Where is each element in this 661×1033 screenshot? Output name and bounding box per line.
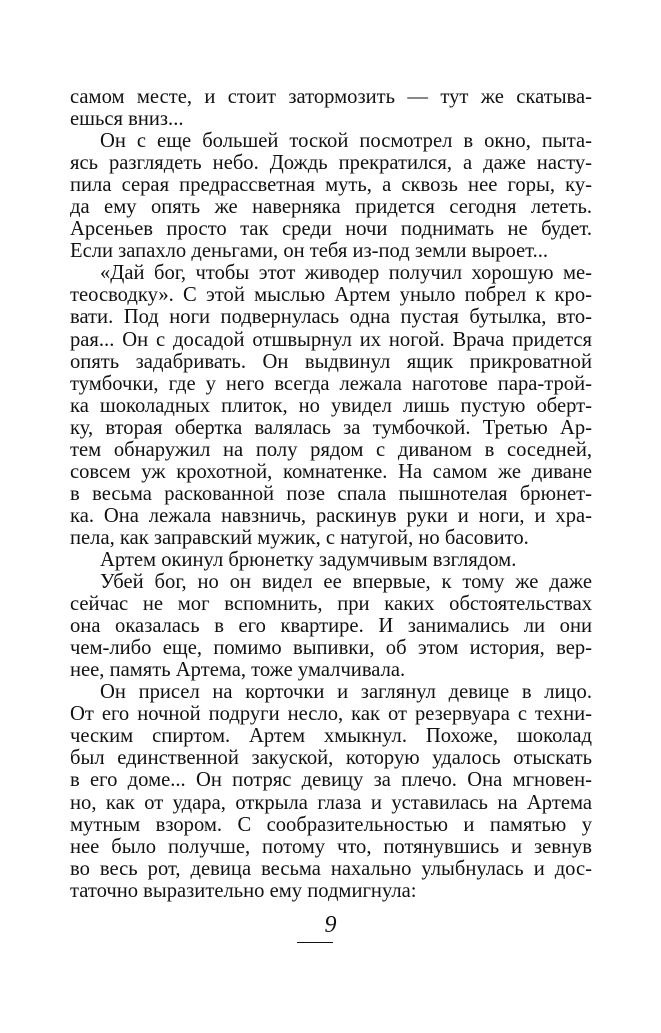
- body-text: [70, 86, 592, 902]
- text-line: но, как от удара, открыла глаза и уставилась на Артема: [70, 791, 592, 814]
- text-line: мутным взором. С сообразительностью и памятью у: [70, 813, 592, 836]
- text-line: был единственной закуской, которую удалось отыскать: [70, 747, 592, 770]
- text-line: ешься вниз...: [70, 108, 184, 131]
- text-line: вати. Под ноги подвернулась одна пустая бутылка, вто-: [70, 306, 592, 329]
- text-line: ческим спиртом. Артем хмыкнул. Похоже, шоколад: [70, 725, 592, 748]
- text-line: совсем уж крохотной, комнатенке. На самом же диване: [70, 460, 592, 483]
- text-line: рая... Он с досадой отшвырнул их ногой. Врача придется: [70, 328, 592, 351]
- paragraph: [70, 571, 592, 681]
- text-line: Артем окинул брюнетку задумчивым взглядом.: [100, 548, 517, 571]
- text-line: От его ночной подруги несло, как от резервуара с техни-: [70, 703, 592, 726]
- text-line: пила серая предрассветная муть, а сквозь нее горы, ку-: [70, 174, 592, 197]
- text-line: Он присел на корточки и заглянул девице в лицо.: [100, 681, 592, 704]
- text-line: Убей бог, но он видел ее впервые, к тому же даже: [100, 571, 592, 594]
- page-number: 9: [324, 912, 337, 938]
- paragraph: [70, 86, 592, 130]
- text-line: ка. Она лежала навзничь, раскинув руки и ноги, и хра-: [70, 504, 592, 527]
- text-line: в весьма раскованной позе спала пышнотелая брюнет-: [70, 482, 592, 505]
- text-line: пела, как заправский мужик, с натугой, но басовито.: [70, 526, 529, 549]
- text-line: ка шоколадных плиток, но увидел лишь пустую оберт-: [70, 394, 592, 417]
- text-line: самом месте, и стоит затормозить — тут же скатыва-: [70, 86, 592, 108]
- paragraph: [70, 130, 592, 262]
- text-line: таточно выразительно ему подмигнула:: [70, 879, 417, 902]
- text-line: ку, вторая обертка валялась за тумбочкой. Третью Ар-: [70, 416, 592, 439]
- text-line: опять задабривать. Он выдвинул ящик прикроватной: [70, 350, 592, 373]
- paragraph: [70, 262, 592, 549]
- text-line: во весь рот, девица весьма нахально улыбнулась и дос-: [70, 857, 592, 880]
- text-line: да ему опять же наверняка придется сегодня лететь.: [70, 196, 592, 219]
- text-line: Если запахло деньгами, он тебя из-под земли выроет...: [70, 240, 549, 263]
- text-line: тумбочки, где у него всегда лежала наготове пара-трой-: [70, 372, 592, 395]
- text-line: сейчас не мог вспомнить, при каких обстоятельствах: [70, 593, 592, 616]
- text-line: нее, память Артема, тоже умалчивала.: [70, 659, 406, 682]
- text-line: теосводку». С этой мыслью Артем уныло побрел к кро-: [70, 284, 592, 307]
- text-line: нее было получше, потому что, потянувшись и зевнув: [70, 835, 592, 858]
- text-line: Арсеньев просто так среди ночи поднимать не будет.: [70, 218, 592, 241]
- text-line: Он с еще большей тоской посмотрел в окно, пыта-: [100, 130, 592, 153]
- text-line: «Дай бог, чтобы этот живодер получил хорошую ме-: [100, 262, 592, 285]
- text-line: тем обнаружил на полу рядом с диваном в соседней,: [70, 438, 592, 461]
- page-number-underline: [297, 942, 333, 943]
- text-line: в его доме... Он потряс девицу за плечо. Она мгновен-: [70, 769, 592, 792]
- text-line: чем-либо еще, помимо выпивки, об этом история, вер-: [70, 637, 592, 660]
- paragraph: [70, 681, 592, 901]
- text-line: она оказалась в его квартире. И занимались ли они: [70, 615, 592, 638]
- paragraph: [70, 549, 592, 571]
- text-line: ясь разглядеть небо. Дождь прекратился, а даже насту-: [70, 152, 592, 175]
